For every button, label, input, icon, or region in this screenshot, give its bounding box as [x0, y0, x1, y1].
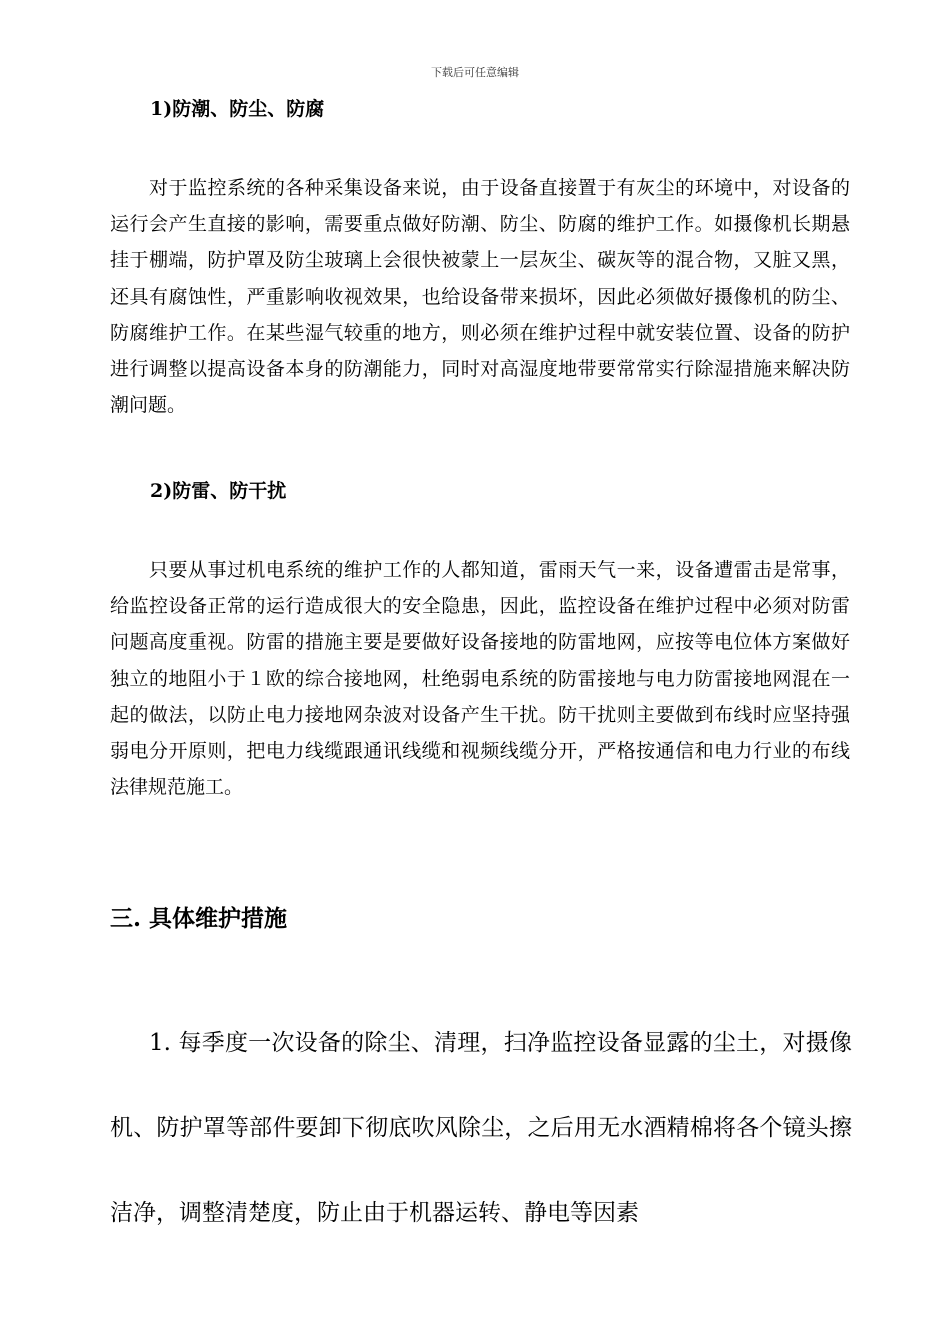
subheading-moisture-dust-corrosion: 1)防潮、防尘、防腐	[150, 98, 325, 120]
section-heading-maintenance-measures: 三. 具体维护措施	[110, 905, 288, 932]
paragraph-item-1-dust-cleaning: 1. 每季度一次设备的除尘、清理，扫净监控设备显露的尘土，对摄像机、防护罩等部件要卸下彻底吹风除尘，之后用无水酒精棉将各个镜头擦洁净，调整清楚度，防止由于机器运转、静电等因素	[110, 1030, 852, 1226]
subheading-lightning-interference: 2)防雷、防干扰	[150, 480, 287, 502]
page-header-note: 下载后可任意编辑	[431, 66, 519, 79]
paragraph-lightning-interference: 只要从事过机电系统的维护工作的人都知道，雷雨天气一来，设备遭雷击是常事，给监控设备正常的运行造成很大的安全隐患，因此，监控设备在维护过程中必须对防雷问题高度重视。防雷的措施主要是要做好设备接地的防雷地网，应按等电位体方案做好独立的地阻小于１欧的综合接地网，杜绝弱电系统的防雷接地与电力防雷接地网混在一起的做法，以防止电力接地网杂波对设备产生干扰。防干扰则主要做到布线时应坚持强弱电分开原则，把电力线缆跟通讯线缆和视频线缆分开，严格按通信和电力行业的布线法律规范施工。	[110, 559, 850, 799]
paragraph-moisture-dust-corrosion: 对于监控系统的各种采集设备来说，由于设备直接置于有灰尘的环境中，对设备的运行会产生直接的影响，需要重点做好防潮、防尘、防腐的维护工作。如摄像机长期悬挂于棚端，防护罩及防尘玻璃上会很快被蒙上一层灰尘、碳灰等的混合物，又脏又黑，还具有腐蚀性，严重影响收视效果，也给设备带来损坏，因此必须做好摄像机的防尘、防腐维护工作。在某些湿气较重的地方，则必须在维护过程中就安装位置、设备的防护进行调整以提高设备本身的防潮能力，同时对高湿度地带要常常实行除湿措施来解决防潮问题。	[110, 177, 850, 417]
